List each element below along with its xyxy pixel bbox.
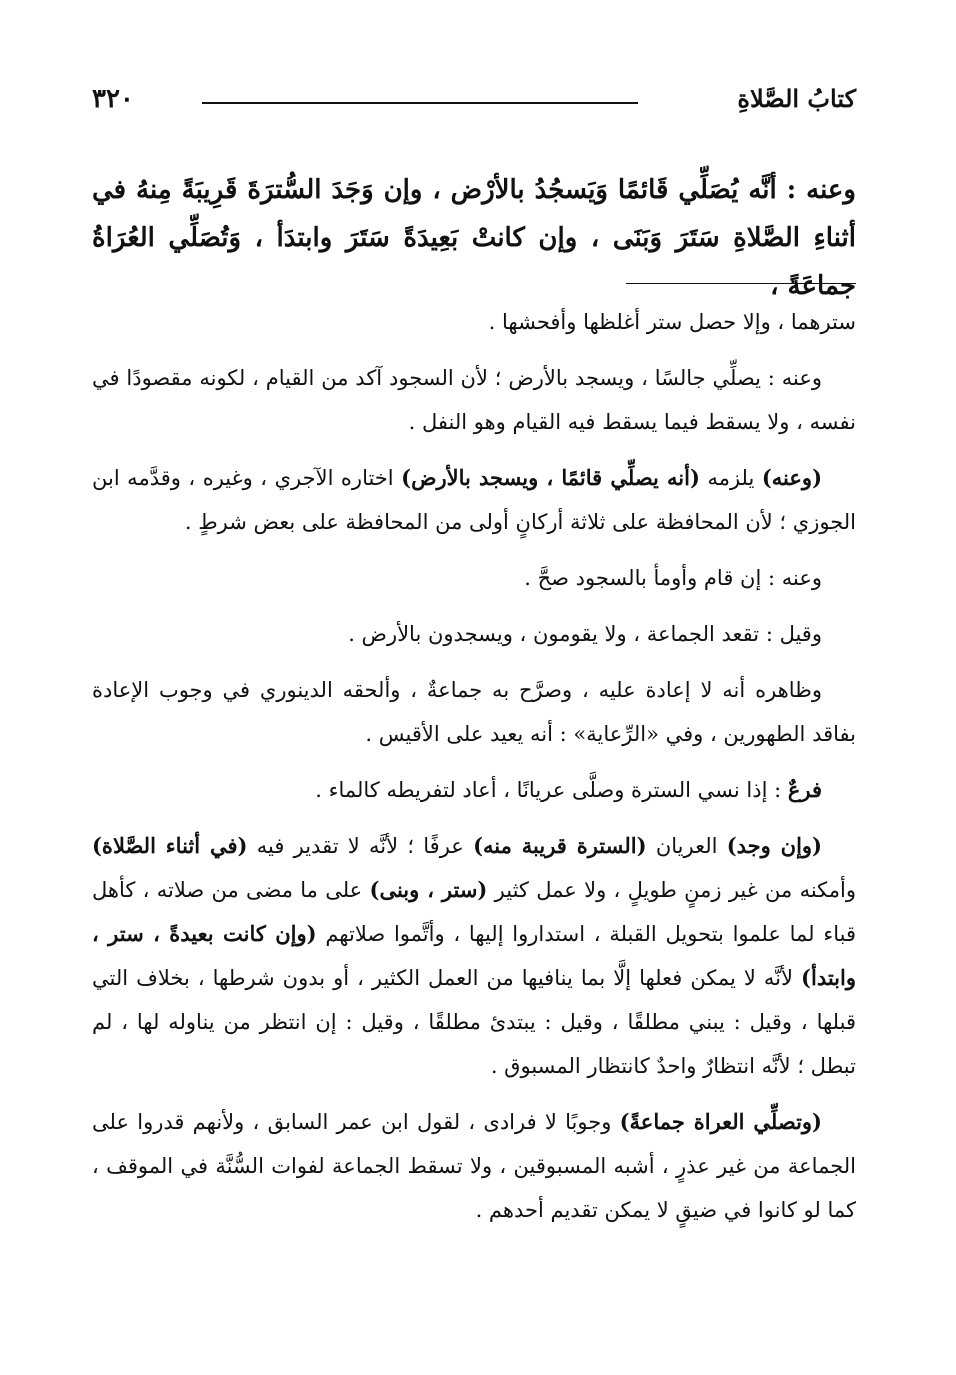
quoted-matn: (وتصلِّي العراة جماعةً) [619, 1109, 822, 1134]
commentary-text-span: وجوبًا لا فرادى ، لقول ابن عمر السابق ، ولأنهم قدروا على الجماعة من غير عذرٍ ، أشبه المسبوقين ، ولا تسقط الجماعة لفوات السُّنَّة في الموقف ، كما لو كانوا في ضيقٍ لا يمكن تقديم أحدهم . [92, 1110, 856, 1222]
page-header [92, 82, 856, 116]
commentary-paragraph-5: وقيل : تقعد الجماعة ، ولا يقومون ، ويسجدون بالأرض . [348, 622, 822, 646]
header-rule [202, 102, 638, 104]
quoted-matn: (وعنه) [761, 465, 822, 490]
quoted-matn: (وإن وجد) [726, 833, 822, 858]
commentary-paragraph-8 [92, 824, 856, 1088]
commentary-text-span: على ما مضى من صلاته ، كأهل قباء لما علموا بتحويل القبلة ، استداروا إليها ، وأتَّموا صلاتهم [92, 878, 856, 946]
matn-text [92, 166, 856, 310]
commentary-paragraph-7 [92, 768, 856, 812]
far-heading: فرعٌ [787, 777, 822, 802]
quoted-matn: (في أثناء الصَّلاة) [92, 833, 248, 858]
quoted-matn: (السترة قريبة منه) [473, 833, 647, 858]
commentary-text [92, 300, 856, 1244]
commentary-paragraph-9 [92, 1100, 856, 1232]
commentary-text-span: لأنَّه لا يمكن فعلها إلَّا بما ينافيها من العمل الكثير ، أو بدون شرطها ، بخلاف التي قبلها ، وقيل : يبني مطلقًا ، وقيل : يبتدئ مطلقًا ، وقيل : إن انتظر من يناوله لها ، لم تبطل ؛ لأنَّه انتظارٌ واحدٌ كانتظار المسبوق . [92, 966, 856, 1078]
commentary-paragraph-2: وعنه : يصلِّي جالسًا ، ويسجد بالأرض ؛ لأن السجود آكد من القيام ، لكونه مقصودًا في نفسه ، ولا يسقط فيما يسقط فيه القيام وهو النفل . [92, 366, 856, 434]
commentary-text-span: عرفًا ؛ لأنَّه لا تقدير فيه [247, 834, 474, 858]
commentary-paragraph-3 [92, 456, 856, 544]
commentary-text-span: اختاره الآجري ، وغيره ، وقدَّمه ابن الجوزي ؛ لأن المحافظة على ثلاثة أركانٍ أولى من المحافظة على بعض شرطٍ . [92, 466, 856, 534]
book-title: كتابُ الصَّلاةِ [737, 84, 856, 113]
commentary-paragraph-6: وظاهره أنه لا إعادة عليه ، وصرَّح به جماعةٌ ، وألحقه الدينوري في وجوب الإعادة بفاقد الطهورين ، وفي «الرِّعاية» : أنه يعيد على الأقيس . [92, 678, 856, 746]
commentary-paragraph-1: سترهما ، وإلا حصل ستر أغلظها وأفحشها . [488, 310, 856, 334]
separator-rule [626, 283, 856, 284]
commentary-text-span: العريان [646, 834, 727, 858]
commentary-text-span: : إذا نسي السترة وصلَّى عريانًا ، أعاد لتفريطه كالماء . [315, 778, 788, 802]
matn-paragraph: وعنه : أنَّه يُصَلِّي قَائمًا وَيَسجُدُ بالأرْض ، وإن وَجَدَ السُّترَةَ قَرِيبَةً مِنهُ في أثناءِ الصَّلاةِ سَتَرَ وَبَنَى ، وإن كانتْ بَعِيدَةً سَتَرَ وابتدَأ ، وَتُصَلِّي العُرَاةُ جماعَةً ، [92, 175, 856, 301]
quoted-matn: (أنه يصلِّي قائمًا ، ويسجد بالأرض) [401, 465, 700, 490]
page-number: ٣٢٠ [92, 84, 134, 114]
commentary-text-span: يلزمه [699, 466, 762, 490]
quoted-matn: (ستر ، وبنى) [369, 877, 488, 902]
commentary-text-span: وأمكنه من غير زمنٍ طويلٍ ، ولا عمل كثير [487, 878, 856, 902]
quoted-matn: (وإن كانت بعيدةً ، ستر ، وابتدأ) [92, 921, 856, 990]
commentary-paragraph-4: وعنه : إن قام وأومأ بالسجود صحَّ . [524, 566, 822, 590]
